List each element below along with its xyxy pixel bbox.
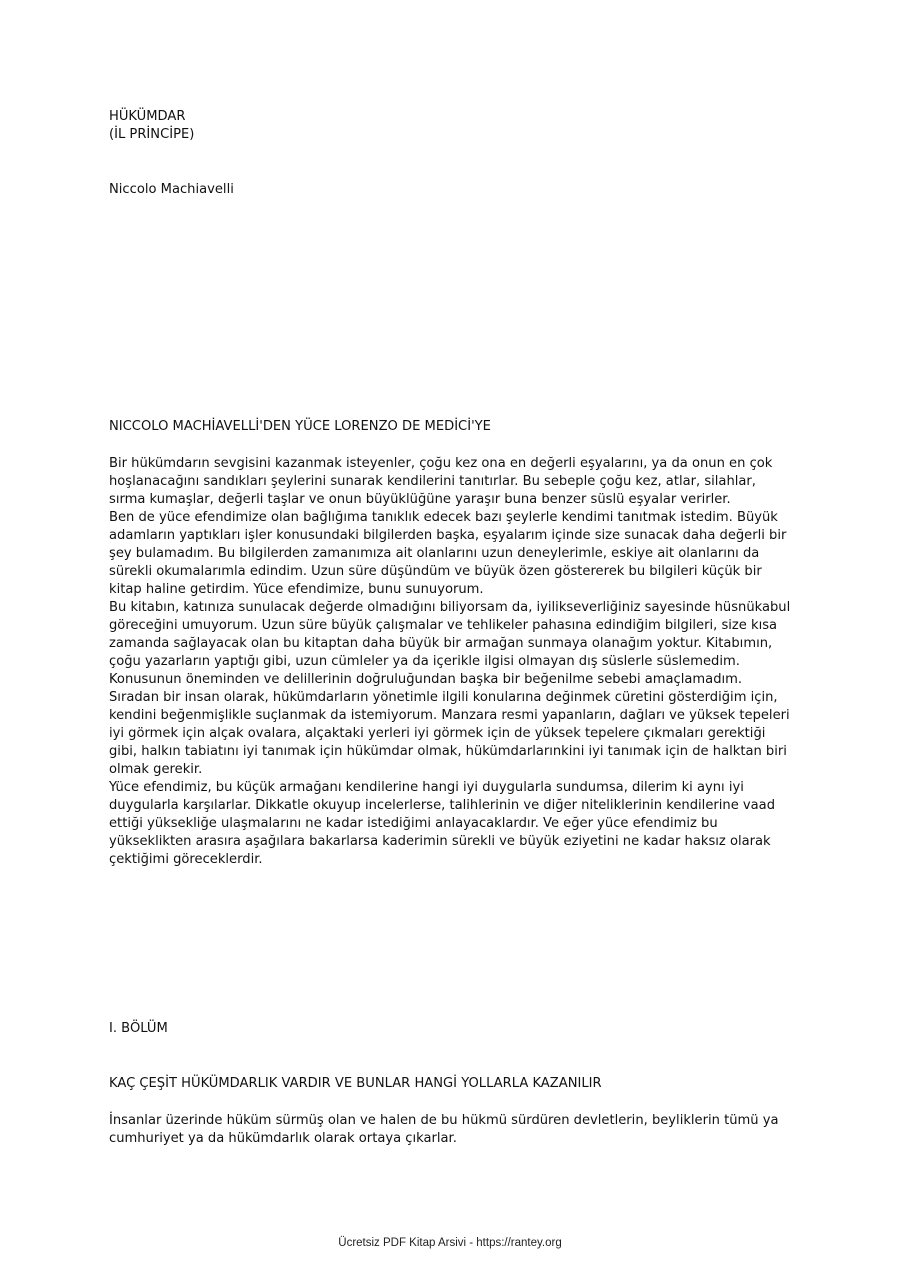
book-title: HÜKÜMDAR	[109, 109, 186, 124]
dedication-paragraph: Sıradan bir insan olarak, hükümdarların yönetimle ilgili konularına değinmek cüretini gösterdiğim için, kendini beğenmişlikle suçlanmak da istemiyorum. Manzara resmi yapanların, dağları ve yüksek tepeleri iyi görmek için alçak ovalara, alçaktaki yerleri iyi görmek için de yüksek tepelere çıkmaları gerektiği gibi, halkın tabiatını iyi tanımak için hükümdar olmak, hükümdarlarınkini iyi tanımak için de halktan biri olmak gerekir.	[109, 690, 790, 777]
dedication-paragraph: Yüce efendimiz, bu küçük armağanı kendilerine hangi iyi duygularla sundumsa, dilerim ki aynı iyi duygularla karşılarlar. Dikkatle okuyup incelerlerse, talihlerinin ve diğer niteliklerinin kendilerine vaad ettiği yüksekliğe ulaşmalarını ne kadar istediğimi anlayacaklardır. Ve eğer yüce efendimiz bu yükseklikten arasıra aşağılara bakarlarsa kaderimin sürekli ve büyük eziyetini ne kadar haksız olarak çektiğimi göreceklerdir.	[109, 780, 776, 867]
chapter-heading: KAÇ ÇEŞİT HÜKÜMDARLIK VARDIR VE BUNLAR HANGİ YOLLARLA KAZANILIR	[109, 1076, 602, 1091]
page-footer: Ücretsiz PDF Kitap Arsivi - https://rantey.org	[338, 1237, 562, 1249]
dedication-heading: NICCOLO MACHİAVELLİ'DEN YÜCE LORENZO DE MEDİCİ'YE	[109, 419, 491, 434]
dedication-paragraph: Ben de yüce efendimize olan bağlığıma tanıklık edecek bazı şeylerle kendimi tanıtmak istedim. Büyük adamların yaptıkları işler konusundaki bilgilerden başka, eşyalarım içinde size sunacak daha değerli bir şey bulamadım. Bu bilgilerden zamanımıza ait olanlarını uzun deneylerimle, eskiye ait olanlarını da sürekli okumalarımla edindim. Uzun süre düşündüm ve büyük özen göstererek bu bilgileri küçük bir kitap haline getirdim. Yüce efendimize, bunu sunuyorum.	[109, 510, 787, 597]
book-subtitle: (İL PRİNCİPE)	[109, 127, 195, 142]
dedication-paragraph: Bir hükümdarın sevgisini kazanmak isteyenler, çoğu kez ona en değerli eşyalarını, ya da onun en çok hoşlanacağını sandıkları şeylerini sunarak kendilerini tanıtırlar. Bu sebeple çoğu kez, atlar, silahlar, sırma kumaşlar, değerli taşlar ve onun büyüklüğüne yaraşır buna benzer süslü eşyalar verirler.	[109, 456, 773, 507]
chapter-paragraph: İnsanlar üzerinde hüküm sürmüş olan ve halen de bu hükmü sürdüren devletlerin, beyliklerin tümü ya cumhuriyet ya da hükümdarlık olarak ortaya çıkarlar.	[109, 1113, 779, 1146]
dedication-body	[109, 455, 791, 869]
author-name: Niccolo Machiavelli	[109, 182, 234, 197]
dedication-paragraph: Bu kitabın, katınıza sunulacak değerde olmadığını biliyorsam da, iyilikseverliğiniz sayesinde hüsnükabul göreceğini umuyorum. Uzun süre büyük çalışmalar ve tehlikeler pahasına edindiğim bilgileri, size kısa zamanda sağlayacak olan bu kitaptan daha büyük bir armağan sunmaya olanağım yoktur. Kitabımın, çoğu yazarların yaptığı gibi, uzun cümleler ya da içerikle ilgisi olmayan dış süslerle süslemedim. Konusunun öneminden ve delillerinin doğruluğundan başka bir beğenilme sebebi amaçlamadım.	[109, 600, 791, 687]
chapter-number: I. BÖLÜM	[109, 1021, 168, 1036]
